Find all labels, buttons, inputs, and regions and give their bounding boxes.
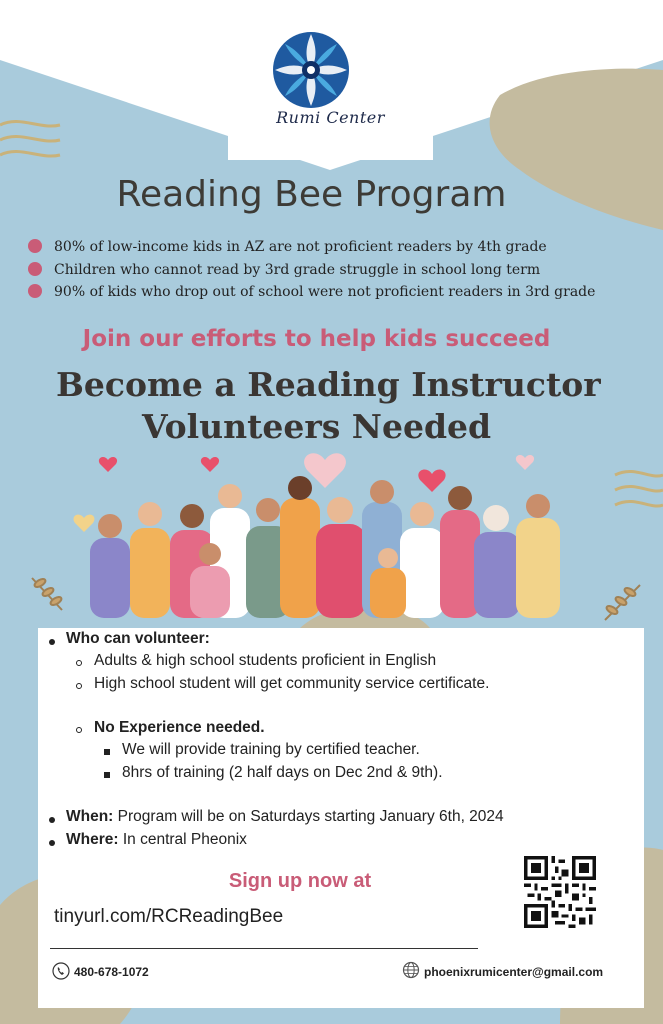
- bullet-disc-icon: [49, 840, 55, 846]
- bullet-square-icon: [104, 772, 110, 778]
- bullet-circle-icon: [76, 683, 82, 689]
- bullet-square-icon: [104, 749, 110, 755]
- bullet-circle-icon: [76, 727, 82, 733]
- people-shapes: [90, 476, 560, 618]
- who-item: High school student will get community service certificate.: [94, 675, 490, 692]
- email-address[interactable]: phoenixrumicenter@gmail.com: [424, 965, 604, 979]
- bullet-disc-icon: [49, 817, 55, 823]
- bullet-dot-icon: [28, 284, 42, 298]
- bullet-circle-icon: [76, 660, 82, 666]
- no-experience-item: We will provide training by certified teacher.: [122, 741, 420, 758]
- who-can-volunteer-label: Who can volunteer:: [66, 630, 210, 647]
- where-line: Where: In central Pheonix: [66, 831, 247, 848]
- fact-item: 80% of low-income kids in AZ are not proficient readers by 4th grade: [28, 236, 648, 259]
- phone-icon: [52, 962, 70, 980]
- logo-wordmark: Rumi Center: [276, 108, 385, 127]
- phone-number[interactable]: 480-678-1072: [74, 965, 149, 979]
- divider: [50, 948, 478, 949]
- no-experience-label: No Experience needed.: [94, 719, 265, 736]
- fact-item: 90% of kids who drop out of school were not proficient readers in 3rd grade: [28, 281, 648, 304]
- volunteers-crowd-illustration: [70, 448, 590, 618]
- join-heading: Join our efforts to help kids succeed: [82, 326, 551, 352]
- qr-code-icon[interactable]: [524, 856, 596, 928]
- bullet-disc-icon: [49, 639, 55, 645]
- fact-item: Children who cannot read by 3rd grade struggle in school long term: [28, 259, 648, 282]
- facts-list: [28, 236, 648, 304]
- bullet-dot-icon: [28, 262, 42, 276]
- rumi-center-logo-icon: [271, 30, 351, 110]
- bullet-dot-icon: [28, 239, 42, 253]
- who-item: Adults & high school students proficient in English: [94, 652, 437, 669]
- details-card: [38, 628, 644, 1008]
- signup-heading: Sign up now at: [228, 870, 372, 892]
- become-instructor-heading: Become a Reading Instructor Volunteers Needed: [56, 365, 601, 446]
- page-title: Reading Bee Program: [116, 174, 507, 215]
- when-line: When: Program will be on Saturdays starting January 6th, 2024: [66, 808, 504, 825]
- globe-icon: [402, 961, 420, 979]
- no-experience-item: 8hrs of training (2 half days on Dec 2nd & 9th).: [122, 764, 443, 781]
- signup-link[interactable]: tinyurl.com/RCReadingBee: [54, 906, 284, 927]
